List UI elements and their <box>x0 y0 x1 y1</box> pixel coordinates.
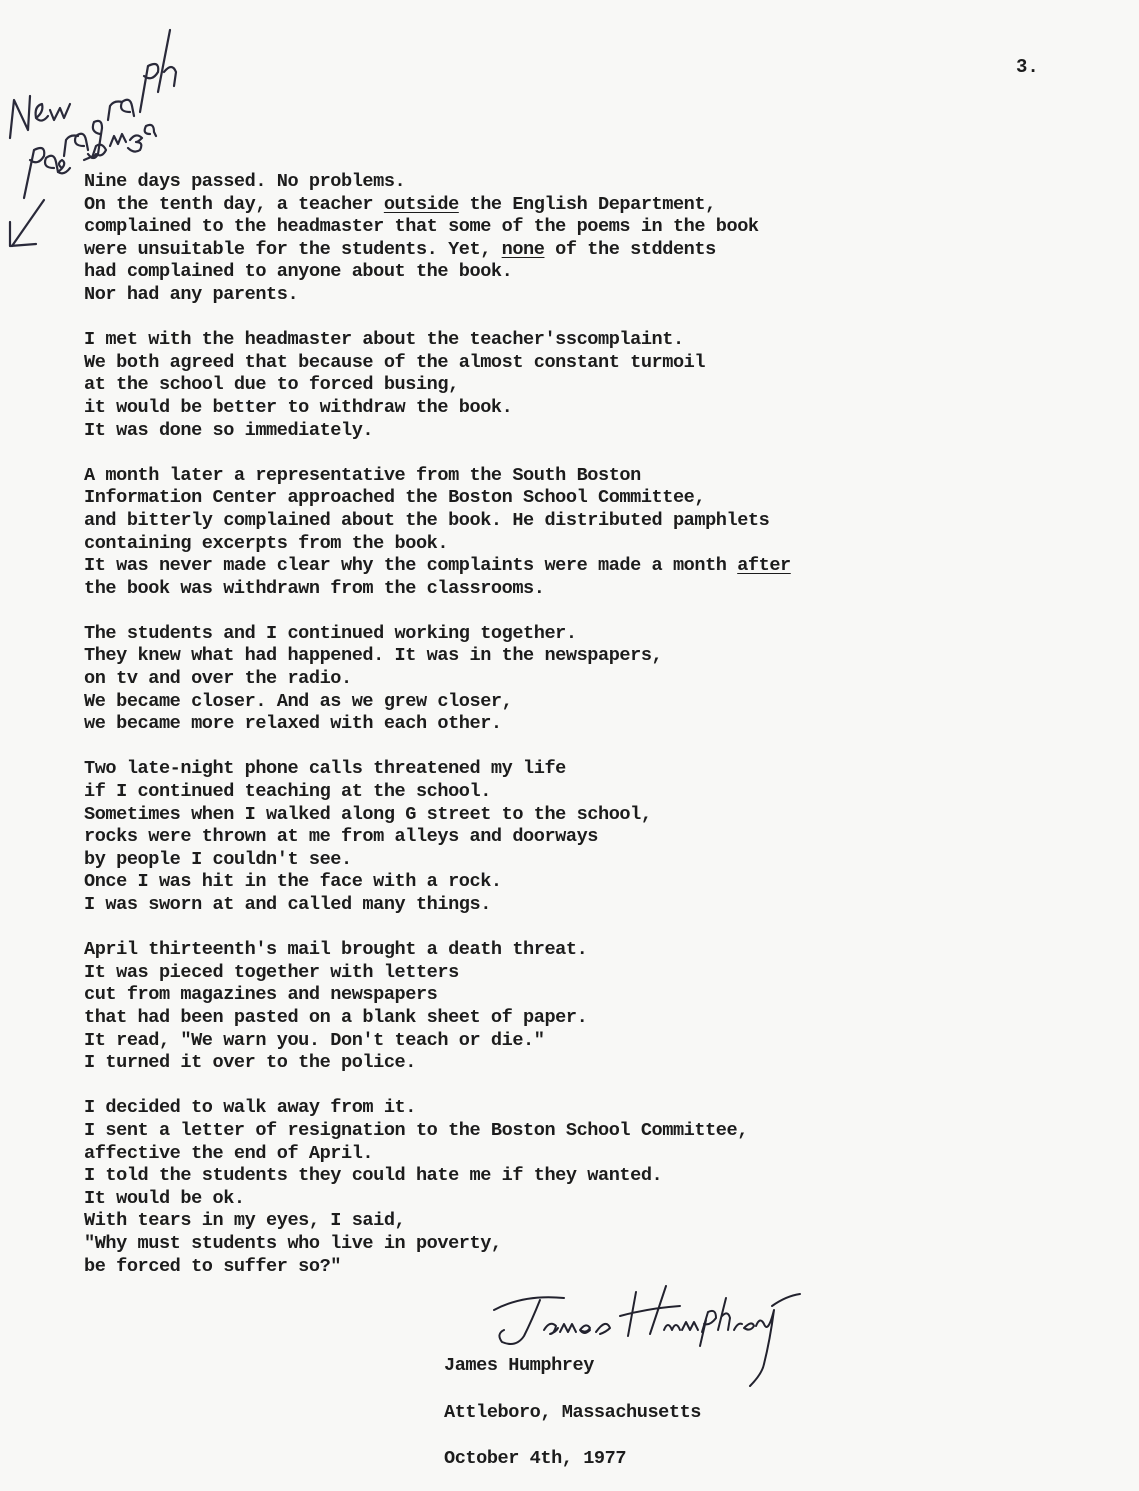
paragraph <box>84 758 984 916</box>
text-line: I met with the headmaster about the teacher'sscomplaint. <box>84 329 684 351</box>
text-line: I told the students they could hate me if they wanted. <box>84 1165 663 1187</box>
underlined-word: none <box>501 238 545 260</box>
underlined-word: outside <box>383 193 459 215</box>
text-line: Nor had any parents. <box>84 283 299 305</box>
text-line: on tv and over the radio. <box>84 668 352 690</box>
paragraph <box>84 171 984 307</box>
text-line: We both agreed that because of the almost constant turmoil <box>84 351 706 373</box>
text-line: They knew what had happened. It was in the newspapers, <box>84 645 663 667</box>
text-line: It would be ok. <box>84 1187 245 1209</box>
text-line: It was done so immediately. <box>84 419 374 441</box>
underlined-word: after <box>737 555 791 577</box>
page-number: 3. <box>1016 56 1039 78</box>
author-name: James Humphrey <box>444 1355 594 1376</box>
text-line: be forced to suffer so?" <box>84 1255 341 1277</box>
text-line: On the tenth day, a teacher outside the English Department, <box>84 193 716 215</box>
text-line: it would be better to withdraw the book. <box>84 396 513 418</box>
text-line: The students and I continued working together. <box>84 622 577 644</box>
paragraph <box>84 939 984 1075</box>
text-line: containing excerpts from the book. <box>84 532 449 554</box>
paragraph <box>84 1097 984 1278</box>
text-line: Once I was hit in the face with a rock. <box>84 871 502 893</box>
text-line: the book was withdrawn from the classrooms. <box>84 577 545 599</box>
text-line: that had been pasted on a blank sheet of paper. <box>84 1006 588 1028</box>
text-line: Nine days passed. No problems. <box>84 171 406 192</box>
text-line: It was never made clear why the complaints were made a month after <box>84 555 791 577</box>
text-line: complained to the headmaster that some of the poems in the book <box>84 216 759 238</box>
text-line: I was sworn at and called many things. <box>84 894 491 915</box>
text-line: had complained to anyone about the book. <box>84 261 513 283</box>
text-line: and bitterly complained about the book. He distributed pamphlets <box>84 509 770 531</box>
text-line: Two late-night phone calls threatened my life <box>84 758 566 780</box>
text-line: We became closer. And as we grew closer, <box>84 690 513 712</box>
text-line: "Why must students who live in poverty, <box>84 1232 502 1254</box>
text-line: A month later a representative from the South Boston <box>84 464 641 486</box>
text-line: were unsuitable for the students. Yet, none of the stddents <box>84 238 716 260</box>
paragraph <box>84 623 984 736</box>
text-line: I decided to walk away from it. <box>84 1097 416 1119</box>
text-line: at the school due to forced busing, <box>84 374 459 396</box>
text-line: April thirteenth's mail brought a death threat. <box>84 939 588 961</box>
paragraph <box>84 465 984 601</box>
text-line: I sent a letter of resignation to the Boston School Committee, <box>84 1119 748 1141</box>
text-line: Information Center approached the Boston School Committee, <box>84 487 706 509</box>
text-line: I turned it over to the police. <box>84 1052 416 1074</box>
letter-date: October 4th, 1977 <box>444 1448 627 1469</box>
text-line: by people I couldn't see. <box>84 848 352 870</box>
letter-body <box>84 171 984 1301</box>
text-line: It was pieced together with letters <box>84 961 459 983</box>
author-location: Attleboro, Massachusetts <box>444 1402 701 1423</box>
text-line: It read, "We warn you. Don't teach or die." <box>84 1029 545 1051</box>
text-line: affective the end of April. <box>84 1142 374 1164</box>
text-line: if I continued teaching at the school. <box>84 781 491 803</box>
paragraph <box>84 329 984 442</box>
text-line: we became more relaxed with each other. <box>84 713 502 735</box>
text-line: cut from magazines and newspapers <box>84 984 438 1006</box>
text-line: Sometimes when I walked along G street to the school, <box>84 803 652 825</box>
text-line: rocks were thrown at me from alleys and doorways <box>84 826 598 848</box>
text-line: With tears in my eyes, I said, <box>84 1210 406 1232</box>
